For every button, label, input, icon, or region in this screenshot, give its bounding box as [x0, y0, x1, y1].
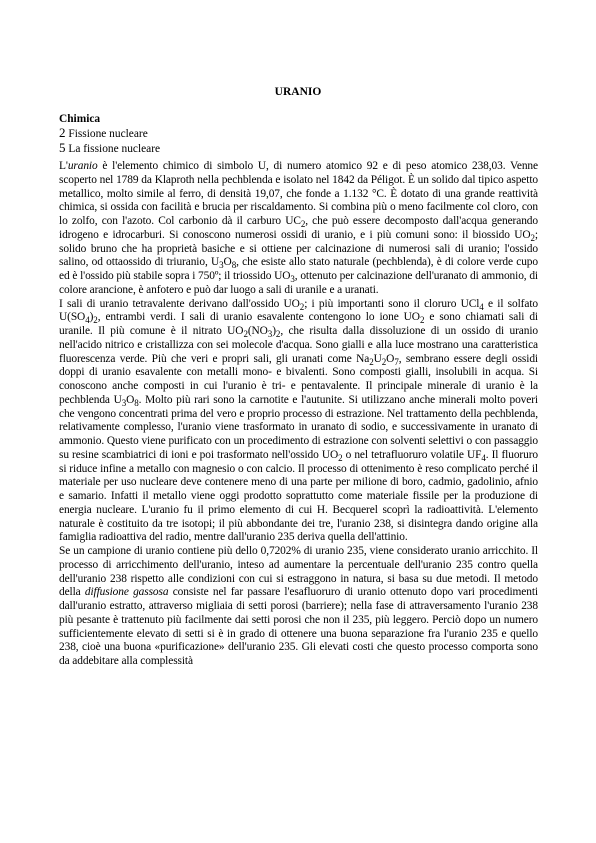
text-run: (NO: [247, 325, 268, 337]
text-run: , che può essere decomposto dall'acqua generando idrogeno e idrocarburi. Si conoscono numerosi ossidi di uranio, e i più comuni sono: il biossido UO: [59, 215, 538, 241]
text-run: e il solfato U(SO: [59, 297, 538, 324]
subscript: 2: [530, 232, 535, 243]
text-run: ; solido bruno che ha proprietà basiche e si ottiene per calcinazione di numerosi sali di uranio; l'ossido salino, od ottaossido di triuranio, U: [59, 228, 538, 269]
text-run: Se un campione di uranio contiene più dello 0,7202% di uranio 235, viene considerato uranio arricchito. Il processo di arricchimento dell'uranio, inteso ad aumentare la percentuale dell'uranio 235 contro quella dell'uranio 238 rispetto alle condizioni con cui si estraggono in natura, si basa su due metodi. Il metodo della: [59, 545, 538, 599]
text-run: , sembrano essere degli ossidi doppi di uranio esavalente con metalli mono- e bivalenti. Sono composti gialli, insolubili in acqua. Si conoscono anche composti in cui l'uranio è tri- e pentavalente. Il principale minerale di uranio è la pechblenda U: [59, 352, 538, 406]
text-run: O: [223, 256, 232, 269]
subscript: 2: [93, 315, 98, 326]
paragraph-1: [59, 160, 538, 298]
italic-run: diffusione gassosa: [84, 586, 169, 599]
text-run: , entrambi verdi. I sali di uranio esavalente contengono lo ione UO: [97, 311, 420, 324]
text-run: I sali di uranio tetravalente derivano dall'ossido UO: [59, 297, 300, 310]
subscript: 3: [267, 329, 273, 339]
text-run: . Il fluoruro si riduce infine a metallo con magnesio o con calcio. Il processo di ottenimento è reso complicato perché il materiale per uso nucleare deve contenere meno di una parte per milione di boro, cadmio, gadolinio, afnio e samario. Infatti il metallo viene oggi prodotto soprattutto come materiale fissile per la produzione di energia nucleare. L'uranio fu il primo elemento di cui H. Becquerel scoprì la radioattività. L'elemento naturale è costituito da tre isotopi; il più abbondante dei tre, l'uranio 238, si disintegra dando origine alla famiglia radioattiva del radio, mentre dall'uranio 235 deriva quella dell'attinio.: [59, 448, 538, 544]
text-run: è l'elemento chimico di simbolo U, di numero atomico 92 e di peso atomico 238,03. Venne scoperto nel 1789 da Klaproth nella pechblenda e isolato nel 1842 da Péligot. È un solido dal tipico aspetto metallico, molto simile al ferro, di densità 19,07, che fonde a 1.132 °C. È dotato di una grande reattività chimica, si ossida con facilità e brucia per riscaldamento. Si combina più o meno facilmente col cloro, con lo zolfo, con l'azoto. Col carbonio dà il carburo UC: [59, 160, 538, 227]
subscript: 4: [481, 452, 486, 463]
paragraph-2: [59, 298, 538, 546]
toc-item[interactable]: [59, 126, 160, 141]
text-run: L': [59, 160, 68, 172]
text-run: , che risulta dalla dissoluzione di un ossido di uranio nell'acido nitrico e cristallizza con sei molecole d'acqua. Sono gialli e alla luce mostrano una caratteristica fluorescenza verde. Più che veri e propri sali, gli uranati come Na: [59, 325, 538, 365]
text-run: . Molto più rari sono la carnotite e l'autunite. Si utilizzano anche minerali molto poveri che vengono concentrati prima del vero e proprio processo di estrazione. Nel trattamento della pechblenda, relativamente complesso, l'uranio viene trasformato in uranato di sodio, e successivamente in uranato di ammonio. Questo viene purificato con un procedimento di estrazione con solventi selettivi o con passaggio su resine scambiatrici di ioni e poi trasformato nell'ossido UO: [59, 393, 538, 461]
body-text: [59, 160, 538, 669]
subscript: 2: [243, 329, 248, 339]
text-run: e sono chiamati sali di uranile. Il più comune è il nitrato UO: [59, 311, 538, 337]
toc-item[interactable]: [59, 141, 160, 156]
toc-item-number: 5: [59, 140, 66, 155]
text-run: , ottenuto per calcinazione dell'uranato di ammonio, di colore arancione, è anfotero e può dar luogo a sali di uranile e a uranati.: [59, 270, 538, 296]
subscript: 8: [231, 260, 237, 271]
text-run: U: [373, 352, 382, 365]
text-run: ; i più importanti sono il cloruro UCl: [304, 297, 480, 310]
subscript: 2: [381, 356, 387, 367]
subscript: 3: [121, 397, 127, 408]
subscript: 4: [85, 315, 90, 326]
subscript: 3: [290, 274, 295, 284]
subscript: 2: [300, 219, 306, 229]
toc-item-label: Fissione nucleare: [68, 128, 148, 140]
table-of-contents: [59, 112, 160, 156]
italic-run: uranio: [67, 160, 98, 172]
text-run: ): [272, 325, 276, 337]
page-title: URANIO: [274, 86, 322, 98]
toc-item-number: 2: [59, 125, 66, 140]
subscript: 2: [369, 356, 374, 367]
toc-heading: Chimica: [59, 113, 101, 125]
subscript: 2: [419, 315, 425, 326]
text-run: consiste nel far passare l'esafluoruro di uranio ottenuto dopo vari procedimenti dall'uranio estratto, attraverso migliaia di setti porosi (barriere); nella fase di attraversamento l'uranio 238 più pesante è trattenuto più facilmente dai setti porosi che non il 235, più leggero. Perciò dopo un numero sufficientemente elevato di setti si è in grado di ottenere una buona separazione fra l'uranio 235 e quello 238, cioè una buona «purificazione» dell'uranio 235. Gli elevati costi che questo processo comporta sono da addebitare alla complessità: [59, 586, 538, 667]
subscript: 2: [299, 301, 305, 312]
subscript: 8: [134, 397, 139, 408]
text-run: , che esiste allo stato naturale (pechblenda), è di colore verde cupo ed è l'ossido più stabile sopra i 750º; il triossido UO: [59, 256, 538, 282]
subscript: 4: [479, 301, 484, 312]
paragraph-3: [59, 545, 538, 669]
text-run: O: [126, 393, 135, 406]
text-run: ): [89, 311, 94, 324]
text-run: o nel tetrafluoruro volatile UF: [342, 448, 482, 461]
toc-item-label: La fissione nucleare: [68, 143, 161, 155]
subscript: 3: [219, 260, 224, 271]
subscript: 2: [275, 329, 281, 339]
text-run: O: [386, 352, 395, 365]
subscript: 7: [394, 356, 399, 367]
subscript: 2: [338, 452, 343, 463]
